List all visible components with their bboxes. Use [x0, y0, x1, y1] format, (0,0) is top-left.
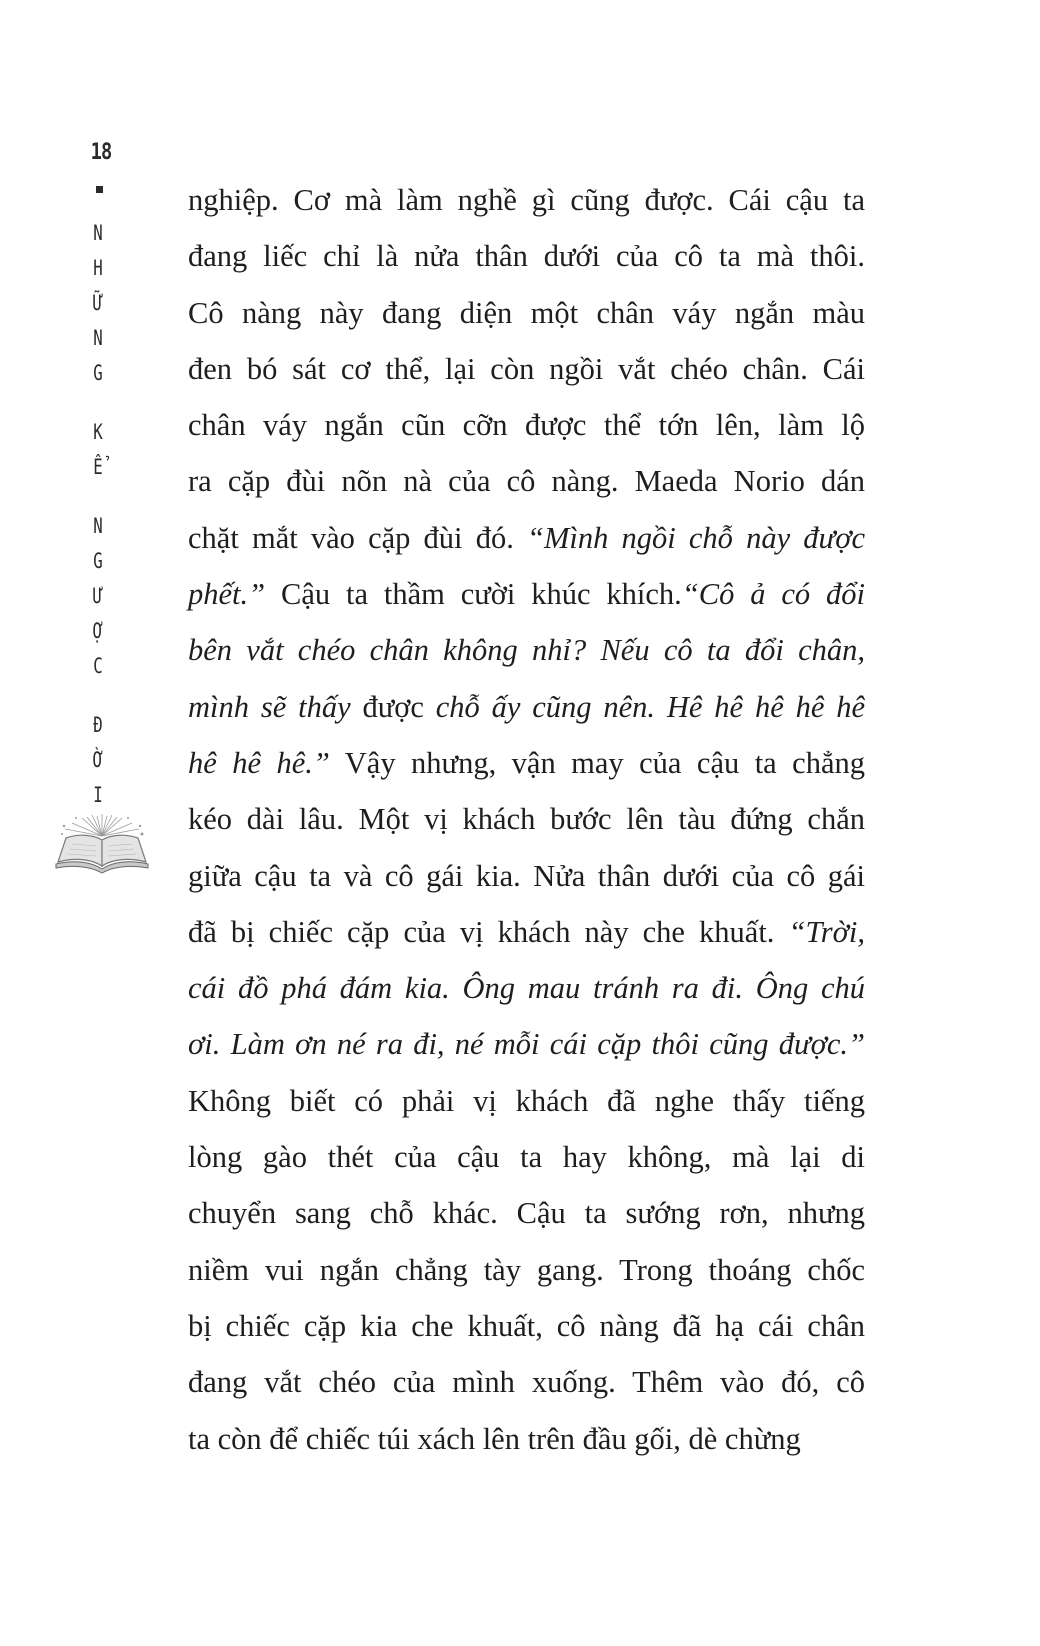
- text-line: [188, 960, 865, 1016]
- italic-thought-text: ơi. Làm ơn né ra đi, né mỗi cái cặp thôi cũng được.”: [188, 1027, 865, 1062]
- text-line: [188, 679, 865, 735]
- italic-thought-text: “Cô ả có đổi: [681, 577, 865, 612]
- text-line: [188, 622, 865, 678]
- running-title-word: [78, 708, 118, 813]
- text-line: [188, 1129, 865, 1185]
- narration-text: đang liếc chỉ là nửa thân dưới của cô ta mà thôi.: [188, 239, 865, 274]
- narration-text: Không biết có phải vị khách đã nghe thấy tiếng: [188, 1083, 865, 1118]
- text-line: [188, 1016, 865, 1072]
- narration-text: bị chiếc cặp kia che khuất, cô nàng đã hạ cái chân: [188, 1308, 865, 1343]
- running-title-letter: Ữ: [93, 291, 103, 315]
- text-line: [188, 1185, 865, 1241]
- open-book-icon: [52, 812, 152, 874]
- running-title-word: [78, 509, 118, 684]
- text-line: [188, 1411, 865, 1467]
- page-number: 18: [90, 140, 112, 165]
- italic-thought-text: hê hê hê.”: [188, 745, 330, 780]
- text-line: [188, 341, 865, 397]
- running-title-letter: H: [93, 256, 103, 280]
- running-title-letter: G: [93, 549, 103, 573]
- italic-thought-text: phết.”: [188, 577, 266, 612]
- running-title-letter: N: [93, 326, 103, 350]
- narration-text: đã bị chiếc cặp của vị khách này che khuất.: [188, 914, 789, 949]
- narration-text: Cậu ta thầm cười khúc khích.: [265, 577, 682, 612]
- text-line: [188, 285, 865, 341]
- narration-text: lòng gào thét của cậu ta hay không, mà lại di: [188, 1140, 865, 1175]
- running-title-letter: N: [93, 514, 103, 538]
- text-line: [188, 172, 865, 228]
- narration-text: Cô nàng này đang diện một chân váy ngắn màu: [188, 295, 865, 330]
- text-line: [188, 453, 865, 509]
- narration-text: ta còn để chiếc túi xách lên trên đầu gối, dè chừng: [188, 1421, 801, 1456]
- text-line: [188, 1073, 865, 1129]
- running-title-letter: Đ: [93, 713, 103, 737]
- running-title-letter: I: [93, 783, 103, 807]
- italic-thought-text: “Mình ngồi chỗ này được: [527, 520, 866, 555]
- running-title-letter: Ợ: [93, 619, 103, 643]
- separator-dot: [96, 186, 103, 193]
- body-text: [188, 172, 865, 1467]
- italic-thought-text: mình sẽ thấy: [188, 689, 363, 724]
- narration-text: chuyển sang chỗ khác. Cậu ta sướng rơn, nhưng: [188, 1196, 865, 1231]
- narration-text: ra cặp đùi nõn nà của cô nàng. Maeda Norio dán: [188, 464, 865, 499]
- text-line: [188, 904, 865, 960]
- italic-thought-text: chỗ ấy cũng nên. Hê hê hê hê hê: [435, 689, 865, 724]
- narration-text: đang vắt chéo của mình xuống. Thêm vào đó, cô: [188, 1365, 865, 1400]
- narration-text: chân váy ngắn cũn cỡn được thể tớn lên, làm lộ: [188, 408, 865, 443]
- running-title-letter: Ờ: [93, 748, 103, 772]
- narration-text: được: [362, 689, 436, 724]
- narration-text: nghiệp. Cơ mà làm nghề gì cũng được. Cái cậu ta: [188, 183, 865, 217]
- narration-text: niềm vui ngắn chẳng tày gang. Trong thoáng chốc: [188, 1252, 865, 1287]
- running-title-letter: G: [93, 361, 103, 385]
- narration-text: kéo dài lâu. Một vị khách bước lên tàu đứng chắn: [188, 802, 865, 837]
- narration-text: giữa cậu ta và cô gái kia. Nửa thân dưới của cô gái: [188, 858, 865, 893]
- running-title-letter: K: [93, 420, 103, 444]
- text-line: [188, 1298, 865, 1354]
- italic-thought-text: bên vắt chéo chân không nhỉ? Nếu cô ta đổi chân,: [188, 633, 865, 668]
- running-title-letter: C: [93, 654, 103, 678]
- italic-thought-text: “Trời,: [788, 914, 865, 949]
- text-line: [188, 397, 865, 453]
- text-line: [188, 791, 865, 847]
- narration-text: chặt mắt vào cặp đùi đó.: [188, 520, 527, 555]
- text-line: [188, 510, 865, 566]
- text-line: [188, 1242, 865, 1298]
- running-title-letter: Ư: [93, 584, 103, 608]
- running-title-vertical: [78, 216, 118, 837]
- running-title-letter: N: [93, 221, 103, 245]
- narration-text: Vậy nhưng, vận may của cậu ta chẳng: [329, 745, 866, 780]
- italic-thought-text: cái đồ phá đám kia. Ông mau tránh ra đi. Ông chú: [188, 971, 865, 1006]
- running-title-word: [78, 216, 118, 391]
- narration-text: đen bó sát cơ thể, lại còn ngồi vắt chéo chân. Cái: [188, 351, 865, 386]
- text-line: [188, 735, 865, 791]
- text-line: [188, 228, 865, 284]
- text-line: [188, 848, 865, 904]
- text-line: [188, 566, 865, 622]
- text-line: [188, 1354, 865, 1410]
- running-title-word: [78, 415, 118, 485]
- running-title-letter: Ể: [93, 455, 103, 479]
